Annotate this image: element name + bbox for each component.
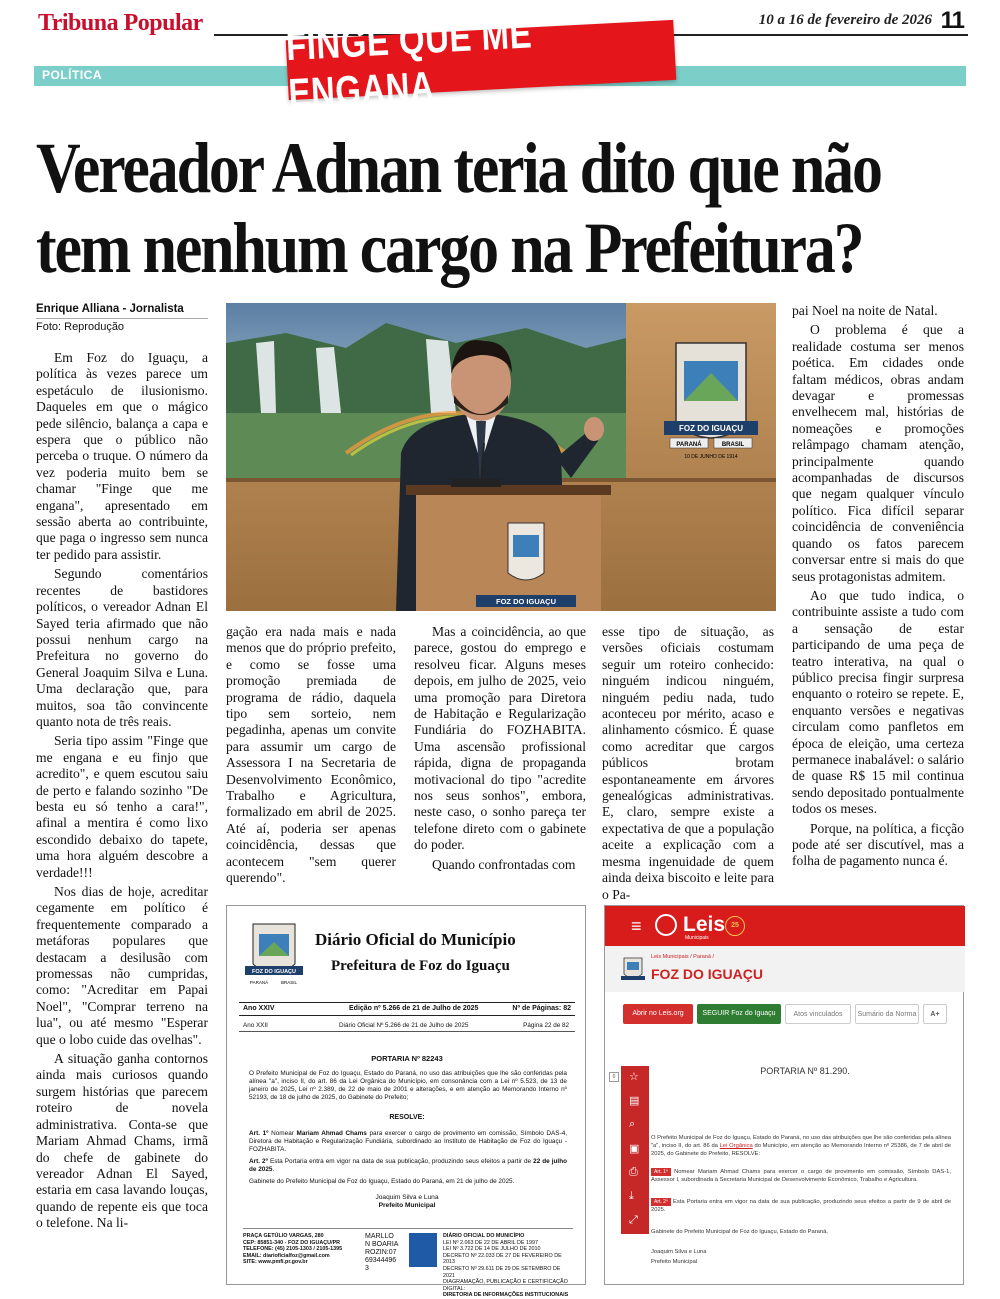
portaria-art1 (249, 1130, 567, 1154)
city-title: FOZ DO IGUAÇU (651, 966, 763, 982)
page-number: 11 (940, 7, 964, 34)
wall-crest-right-text: BRASIL (721, 442, 745, 448)
headline-line-1: Vereador Adnan teria dito que não (36, 128, 881, 208)
paragraph: Ao que tudo indica, o contribuinte assiste a tudo com a sensação de estar participando de uma peça de teatro interativa, na qual o público precisa fingir surpresa enquanto o roteiro se repete. E, enquanto versões e negativas circulam como panfletos em época de eleição, uma certeza permanece inabalável: o salário de quase R$ 15 mil continua sendo depositado pontualmente todos os meses. (792, 587, 964, 817)
city-crest-icon (243, 918, 305, 996)
byline (36, 303, 208, 333)
footer-law: DECRETO Nº 29.611 DE 29 DE SETEMBRO DE 2021 (443, 1265, 561, 1279)
document-icon[interactable]: ▤ (629, 1095, 640, 1107)
footer-law: DECRETO Nº 22.033 DE 27 DE FEVEREIRO DE 2013 (443, 1252, 562, 1266)
portaria-intro: O Prefeito Municipal de Foz do Iguaçu, Estado do Paraná, no uso das atribuições que lhe são conferidas pela alínea "a", inciso II, do art. 86 da Lei Orgânica do Município, em consonância com a Lei nº 5.523, de 13 de janeiro de 2025, Lei nº 2.389, de 22 de maio de 2001 e alterações, e em atenção ao Memorando Interno nº 52193, de 18 de julho de 2025, do Gabinete do Prefeito; (249, 1070, 567, 1101)
art2-label: Art. 2º (249, 1158, 268, 1165)
article-column-2 (226, 624, 396, 890)
diario-title: Diário Oficial do Município (315, 930, 516, 949)
art1-tag: Art. 1º (651, 1168, 671, 1176)
download-icon[interactable]: ⤓ (629, 1190, 634, 1202)
paragraph: gação era nada mais e nada menos que do próprio prefeito, e como se fosse uma promoção premiada de programa de rádio, daquela tipo sem sorteio, nem pegadinha, apenas um convite para assumir um cargo de Assessora I na Secretaria de Desenvolvimento Econômico, Trabalho e Agricultura, formalizado em abril de 2025. Até aí, poderia ser apenas coincidência, dessas que acontecem "sem querer querendo". (226, 624, 396, 886)
norm-summary-button[interactable]: Sumário da Norma (855, 1004, 919, 1024)
expand-icon[interactable]: ⤢ (629, 1214, 638, 1226)
page-bar-year: Ano XXII (243, 1022, 268, 1029)
newspaper-brand: Tribuna Popular (38, 10, 203, 36)
portaria-number: PORTARIA Nº 82243 (371, 1054, 443, 1063)
stamp-line: ROZIN:07 (365, 1249, 397, 1256)
footer-credit: DIRETORIA DE INFORMAÇÕES INSTITUCIONAIS (443, 1292, 569, 1299)
menu-icon[interactable]: ≡ (631, 916, 642, 936)
art2-text: Esta Portaria entra em vigor na data de sua publicação, produzindo seus efeitos a partir de (269, 1158, 532, 1165)
paragraph: A situação ganha contornos ainda mais curiosos quando surgem histórias que parecem roteiro de novela administrativa. Conta-se que Mariam Ahmad Chams, irmã do chefe de gabinete do vereador Adnan El Sayed, estaria em casa lavando louças, quando de repente eis que toca o telefone. Na li- (36, 1051, 208, 1231)
edition-bar (239, 1002, 575, 1016)
footer-credit: DIAGRAMAÇÃO, PUBLICAÇÃO E CERTIFICAÇÃO DIGITAL: (443, 1279, 568, 1292)
art2-tag: Art. 2º (651, 1198, 671, 1206)
paragraph: Mas a coincidência, ao que parece, gostou do emprego e resolveu ficar. Alguns meses depois, em julho de 2025, veio uma promoção para Diretora de Habitação e Regularização Fundiária do FOZHABITA. Uma ascensão profissional rápida, digna de propaganda motivacional do tipo "acredite nos seus sonhos", embora, neste caso, o sonho pareça ter telefone direto com o gabinete do poder. (414, 624, 586, 853)
doc-crest-band-text: FOZ DO IGUAÇU (252, 969, 296, 975)
photo-illustration (226, 303, 776, 611)
main-photo (226, 303, 776, 611)
portaria-gabinete: Gabinete do Prefeito Municipal de Foz do Iguaçu, Estado do Paraná, em 21 de julho de 2025. (249, 1178, 515, 1185)
headline-line-2: tem nenhum cargo na Prefeitura? (36, 208, 863, 288)
issue-date: 10 a 16 de fevereiro de 2026 (758, 12, 932, 28)
art2-date: 22 de julho de 2025 (249, 1158, 568, 1173)
edition-number: Edição nº 5.266 de 21 de Julho de 2025 (349, 1005, 479, 1012)
photo-credit: Foto: Reprodução (36, 321, 125, 333)
kicker-stamp-text: FINGE QUE ME ENGANA (284, 9, 534, 117)
resolve-label: RESOLVE: (389, 1114, 425, 1121)
art1-pre: Nomear (271, 1130, 294, 1137)
wall-crest-date-text: 10 DE JUNHO DE 1914 (684, 454, 738, 460)
paragraph: O problema é que a realidade costuma ser menos poética. Em cidades onde faltam médicos, obras andam devagar e promessas envelhecem mal, histórias de nomeações e promoções relâmpago chamam atenção, principalmente quando acompanhadas de discursos que negam qualquer vínculo político. Fica difícil separar coincidência de conveniência quando os fatos parecem conversar entre si mais do que seus protagonistas admitem. (792, 322, 964, 584)
portaria-art2: Art. 2º Esta Portaria entra em vigor na data de sua publicação, produzindo seus efeitos a partir de 22 de julho de 2025. (249, 1158, 568, 1173)
paragraph: pai Noel na noite de Natal. (792, 303, 938, 318)
city-header (605, 946, 965, 992)
doc-crest-right-text: BRASIL (280, 980, 298, 985)
byline-author: Enrique Alliana - Jornalista (36, 303, 208, 319)
open-leis-button[interactable]: Abrir no Leis.org (623, 1004, 693, 1024)
footer-right-title: DIÁRIO OFICIAL DO MUNICÍPIO (443, 1233, 525, 1239)
signer-name: Joaquim Silva e Luna (375, 1194, 439, 1201)
article-column-5 (792, 303, 964, 873)
paragraph: Segundo comentários recentes de bastidores políticos, o vereador Adnan El Sayed teria afirmado que não possui nenhum cargo na Prefeitura no governo do General Joaquim Silva e Luna. Uma declaração que, para muitos, soa tão convincente quanto nota de três reais. (36, 566, 208, 729)
footer-email: EMAIL: diarioficialfoz@gmail.com (243, 1252, 330, 1259)
stamp-line: N BOARIA (365, 1241, 399, 1248)
page-count: Nº de Páginas: 82 (512, 1005, 571, 1012)
intro-post: do Município, em atenção ao Memorando Interno nº 25386, de 7 de abril de 2025, do Gabinete do Prefeito, RESOLVE: (651, 1143, 951, 1157)
article-column-1 (36, 350, 208, 1235)
paragraph: esse tipo de situação, as versões oficiais costumam seguir um roteiro conhecido: ninguém indicou ninguém, ninguém pediu nada, tudo aconteceu por mérito, acaso e alinhamento cósmico. É quase como acreditar que cargos públicos brotam espontaneamente em árvores genealógicas administrativas. E, claro, sempre existe a expectativa de que a população aceite a explicação com a mesma ingenuidade de quem ainda deixa biscoito e leite para o Pa- (602, 624, 774, 902)
city-crest-icon (621, 956, 645, 984)
prefeitura-title: Prefeitura de Foz do Iguaçu (331, 958, 510, 974)
favorite-counter: 0 (609, 1072, 619, 1082)
paragraph: Seria tipo assim "Finge que me engana e eu finjo que acredito", e quem escutou saiu de perto e falando sozinho "De besta eu só tenho a cara!", afinal a mentira é como lixo escondido debaixo do tapete, uma hora alguém descobre a verdade!!! (36, 733, 208, 880)
signer-role: Prefeito Municipal (651, 1259, 698, 1265)
article-column-4 (602, 624, 774, 906)
section-label: POLÍTICA (42, 68, 102, 82)
headline (36, 128, 973, 288)
stamp-line: 69344496 (365, 1257, 397, 1264)
podium-crest-text: FOZ DO IGUAÇU (496, 597, 556, 606)
page-bar-edition: Diário Oficial Nº 5.266 de 21 de Julho de 2025 (339, 1022, 469, 1029)
leis-municipais-screenshot (604, 905, 964, 1285)
print-icon[interactable]: ⎙ (629, 1166, 638, 1178)
paragraph: Em Foz do Iguaçu, a política às vezes parece um espetáculo de ilusionismo. Daqueles em que o mágico pede silêncio, balança a capa e espera que o público não perceba o truque. O número da vez poderia muito bem se chamar "Finge que me engana", apresentado em sessão aberta ao contribuinte, que paga o ingresso sem nunca ter pedido para assistir. (36, 350, 208, 562)
footer-cep: CEP: 85851-340 - FOZ DO IGUAÇU/PR (243, 1239, 341, 1246)
digital-seal-icon (409, 1233, 437, 1267)
paragraph: Nos dias de hoje, acreditar cegamente em político é frequentemente comparado a metáforas populares que destacam a desilusão com promessas não cumpridas, como: "Acreditar em Papai Noel", "Comprar terreno na lua", ou até mesmo "Esperar que o lobo cuide das ovelhas". (36, 884, 208, 1047)
footer-address: PRAÇA GETÚLIO VARGAS, 280 (243, 1233, 324, 1239)
footer-phone: TELEFONE: (45) 2105-1303 / 2105-1395 (243, 1246, 343, 1253)
footer-law: LEI Nº 2.063 DE 22 DE ABRIL DE 1997 (443, 1239, 538, 1246)
signature-stamp (365, 1233, 405, 1273)
article-column-3 (414, 624, 586, 876)
follow-city-button[interactable]: SEGUIR Foz do Iguaçu (697, 1004, 781, 1024)
art1-name: Mariam Ahmad Chams (296, 1130, 367, 1137)
signer-role: Prefeito Municipal (378, 1202, 436, 1209)
footer-law: LEI Nº 3.722 DE 14 DE JULHO DE 2010 (443, 1246, 541, 1253)
diario-footer (243, 1228, 573, 1299)
font-increase-button[interactable]: A+ (923, 1004, 947, 1024)
portaria-art2 (651, 1198, 951, 1214)
intro-pre: O Prefeito Municipal de Foz do Iguaçu, Estado do Paraná, no uso das atribuições que lhe são conferidas pela alínea "a", inciso II, do art. 86 da (651, 1135, 951, 1149)
breadcrumb[interactable]: Leis Municipais / Paraná / (651, 954, 714, 960)
pdf-icon[interactable]: ▣ (629, 1143, 640, 1155)
art1-label: Art. 1º (249, 1130, 269, 1137)
art1-text: para exercer o cargo de provimento em comissão, Símbolo DAS-4, Diretora de Habitação e Regularização Fundiária, subordinado ao Instituto de Habitação de Foz do Iguaçu - FOZHABITA. (249, 1130, 568, 1153)
wall-crest-band-text: FOZ DO IGUAÇU (679, 424, 743, 433)
kicker-stamp (284, 9, 677, 117)
leis-logo[interactable]: Leis (683, 913, 726, 936)
linked-acts-button[interactable]: Atos vinculados (785, 1004, 851, 1024)
paragraph: Porque, na política, a ficção pode até ser discutível, mas a folha de pagamento nunca é. (792, 820, 964, 869)
portaria-art1 (651, 1168, 951, 1184)
stamp-line: MARLLO (365, 1233, 394, 1240)
portaria-gabinete: Gabinete do Prefeito Municipal de Foz do Iguaçu, Estado do Paraná, (651, 1229, 828, 1235)
wall-crest-left-text: PARANÁ (676, 442, 702, 448)
search-icon[interactable]: ⌕ (629, 1118, 636, 1130)
portaria-number: PORTARIA Nº 81.290. (760, 1066, 850, 1076)
art2-text: Esta Portaria entra em vigor na data de sua publicação, produzindo seus efeitos a partir de 9 de abril de 2025. (651, 1199, 951, 1213)
anniversary-badge: 25 (725, 916, 745, 936)
page-bar (239, 1020, 575, 1032)
paragraph: Quando confrontadas com (432, 856, 576, 872)
stamp-line: 3 (365, 1265, 369, 1272)
star-icon[interactable]: ☆ (629, 1071, 639, 1083)
portaria-intro (651, 1134, 951, 1158)
diario-oficial-clipping (226, 905, 586, 1299)
leis-logo-sub: Municipais (685, 935, 709, 941)
podium (406, 485, 611, 611)
page-bar-page: Página 22 de 82 (523, 1022, 569, 1029)
footer-site: SITE: www.pmfi.pr.gov.br (243, 1259, 308, 1266)
art1-text: Nomear Mariam Ahmad Chams para exercer o cargo de provimento em comissão, Símbolo DAS-1, Assessor I, subordinada à Secretaria Municipal de Desenvolvimento Econômico, Trabalho e Agricultura. (651, 1169, 951, 1183)
side-toolbar (621, 1066, 649, 1234)
signer-name: Joaquim Silva e Luna (651, 1249, 707, 1255)
lei-organica-link[interactable]: Lei Orgânica (719, 1143, 753, 1149)
doc-crest-left-text: PARANÁ (249, 980, 269, 985)
leis-logo-icon (655, 914, 677, 936)
leis-header (605, 906, 965, 946)
edition-year: Ano XXIV (243, 1005, 275, 1012)
